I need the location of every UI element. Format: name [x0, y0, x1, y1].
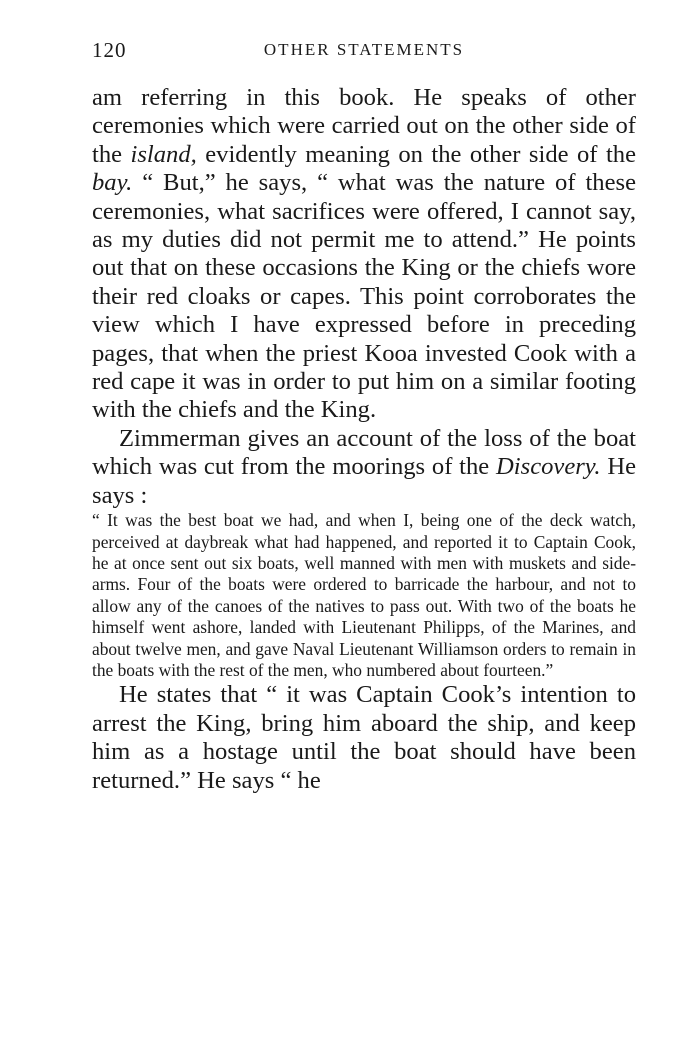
paragraph-zimmerman	[92, 425, 636, 510]
text-run: Zimmerman gives an account of the loss of the boat which was cut from the moorings of the	[92, 424, 636, 481]
italic-discovery: Discovery.	[496, 453, 601, 481]
page-body	[92, 84, 636, 795]
block-quote: “ It was the best boat we had, and when I, being one of the deck watch, perceived at daybreak what had happened, and reported it to Captain Cook, he at once sent out six boats, well manned with men with muskets and side-arms. Four of the boats were ordered to barricade the harbour, and not to allow any of the canoes of the natives to pass out. With two of the boats he himself went ashore, landed with Lieutenant Philipps, of the Marines, and about twelve men, and gave Naval Lieutenant Williamson orders to remain in the boats with the rest of the men, who numbered about fourteen.”	[92, 510, 636, 680]
text-run: He says :	[92, 453, 636, 509]
paragraph-captain-cook: He states that “ it was Captain Cook’s intention to arrest the King, bring him aboard the ship, and keep him as a hostage until the boat should have been returned.” He says “ he	[92, 681, 636, 794]
italic-island: island,	[130, 140, 197, 168]
text-run: “ But,” he says, “ what was the nature of these ceremonies, what sacrifices were offered, I cannot say, as my duties did not permit me to attend.” He points out that on these occasions the King or the chiefs wore their red cloaks or capes. This point corroborates the view which I have expressed before in preceding pages, that when the priest Kooa invested Cook with a red cape it was in order to put him on a similar footing with the chiefs and the King.	[92, 169, 636, 424]
italic-bay: bay.	[92, 169, 133, 197]
text-run: am referring in this book. He speaks of other ceremonies which were carried out on the other side of the	[92, 84, 636, 168]
running-title: OTHER STATEMENTS	[263, 40, 465, 59]
text-run: evidently meaning on the other side of the	[196, 140, 636, 168]
page-header	[92, 38, 636, 68]
page-number: 120	[92, 38, 127, 62]
paragraph-continued	[92, 84, 636, 425]
